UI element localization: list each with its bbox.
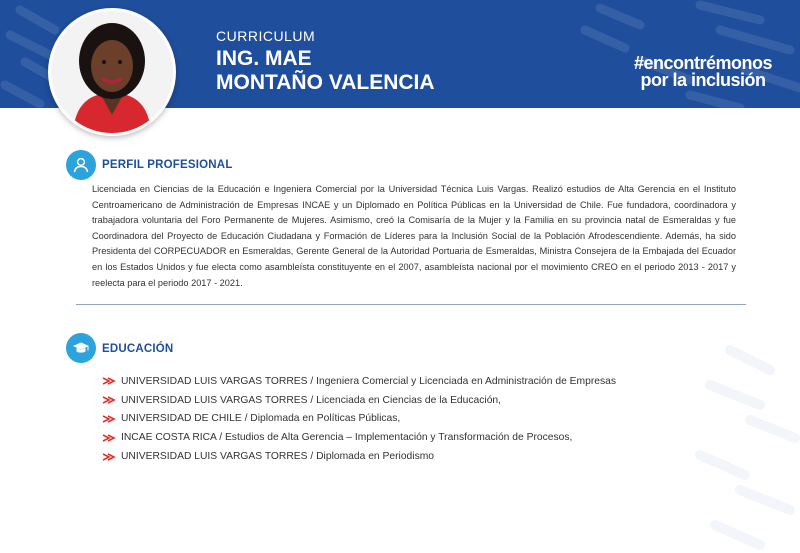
education-section-title: EDUCACIÓN <box>102 343 174 355</box>
name-line-2: MONTAÑO VALENCIA <box>216 71 435 94</box>
education-item-text: UNIVERSIDAD DE CHILE / Diplomada en Políticas Públicas, <box>121 413 401 425</box>
education-item-text: UNIVERSIDAD LUIS VARGAS TORRES / Licenciada en Ciencias de la Educación, <box>121 394 502 406</box>
profile-section-title: PERFIL PROFESIONAL <box>102 159 233 171</box>
arrow-right-icon <box>102 453 116 461</box>
curriculum-label: CURRICULUM <box>216 28 316 44</box>
campaign-hashtag <box>634 55 772 89</box>
list-item <box>102 428 616 447</box>
portrait-photo <box>51 11 173 133</box>
person-name <box>216 47 435 95</box>
hashtag-line-2: por la inclusión <box>640 70 766 90</box>
education-list <box>102 372 616 466</box>
avatar <box>48 8 176 136</box>
section-divider <box>76 304 746 305</box>
arrow-right-icon <box>102 377 116 385</box>
list-item <box>102 372 616 391</box>
arrow-right-icon <box>102 396 116 404</box>
list-item <box>102 391 616 410</box>
background-arrow-pattern <box>690 340 800 553</box>
list-item <box>102 447 616 466</box>
graduation-cap-icon <box>66 333 96 363</box>
education-item-text: INCAE COSTA RICA / Estudios de Alta Gerencia – Implementación y Transformación de Procesos, <box>121 432 573 444</box>
profile-description: Licenciada en Ciencias de la Educación e Ingeniera Comercial por la Universidad Técnica Luis Vargas. Realizó estudios de Alta Gerencia en el Instituto Centroamericano de Administración de Empresas INCAE y un Diplomado en Política Públicas en la Universidad de Chile. Fue fundadora, coordinadora y trabajadora voluntaria del Foro Permanente de Mujeres. Asimismo, creó la Comisaría de la Mujer y la Familia en su provincia natal de Esmeraldas y fue Coordinadora del Proyecto de Educación Ciudadana y Formación de Líderes para la Inclusión Social de la Población Afrodescendiente. Además, ha sido Presidenta del CORPECUADOR en Esmeraldas, Gerente General de la Autoridad Portuaria de Esmeraldas, Ministra Consejera de la Embajada del Ecuador en los Estados Unidos y fue electa como asambleísta constituyente en el 2007, asambleísta nacional por el movimiento CREO en el periodo 2013 - 2017 y reelecta para el periodo 2017 - 2021. <box>92 184 736 288</box>
arrow-right-icon <box>102 415 116 423</box>
education-item-text: UNIVERSIDAD LUIS VARGAS TORRES / Diplomada en Periodismo <box>121 451 435 463</box>
user-icon <box>66 150 96 180</box>
list-item <box>102 410 616 429</box>
hashtag-line-1: #encontrémonos <box>633 53 772 73</box>
arrow-right-icon <box>102 434 116 442</box>
name-line-1: ING. MAE <box>216 47 312 70</box>
education-item-text: UNIVERSIDAD LUIS VARGAS TORRES / Ingeniera Comercial y Licenciada en Administración de Empresas <box>121 375 617 387</box>
